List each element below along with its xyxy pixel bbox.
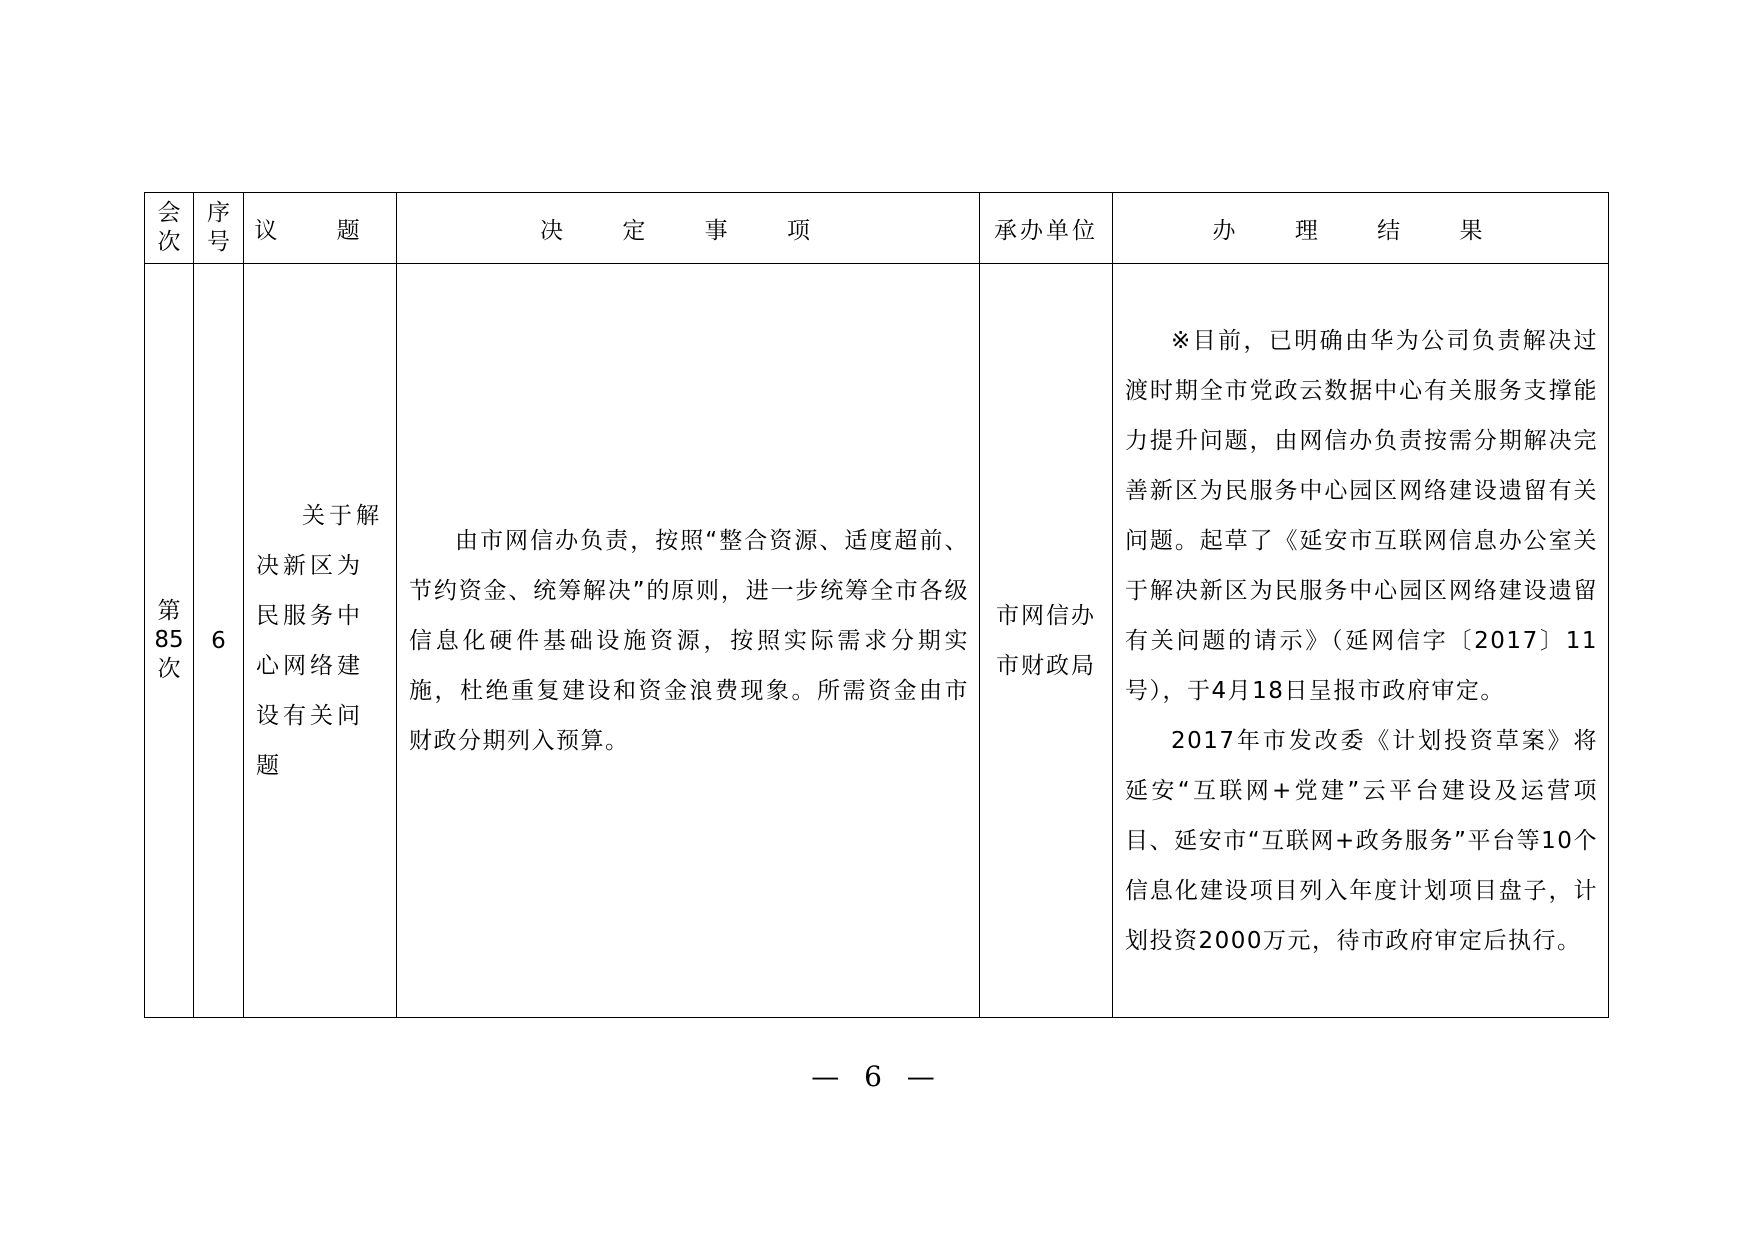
result-paragraph-1: ※目前，已明确由华为公司负责解决过渡时期全市党政云数据中心有关服务支撑能力提升问题，由网信办负责按需分期解决完善新区为民服务中心园区网络建设遗留有关问题。起草了《延安市互联网信息办公室关于解决新区为民服务中心园区网络建设遗留有关问题的请示》（延网信字〔2017〕11号），于4月18日呈报市政府审定。 (1125, 327, 1598, 704)
document-table (144, 192, 1609, 1018)
topic-text: 关于解决新区为民服务中心网络建设有关问题 (256, 502, 383, 779)
header-seq (194, 193, 244, 264)
table-header-row (145, 193, 1609, 264)
header-result: 办 理 结 果 (1113, 193, 1609, 264)
unit-primary: 市网信办 (996, 602, 1096, 629)
header-seq-char-2: 号 (207, 229, 230, 255)
header-seq-char-1: 序 (207, 200, 230, 226)
cell-decision (397, 264, 980, 1018)
cell-session (145, 264, 194, 1018)
header-decision: 决 定 事 项 (397, 193, 980, 264)
cell-unit (980, 264, 1113, 1018)
cell-result (1113, 264, 1609, 1018)
header-session-char-1: 会 (157, 200, 181, 226)
header-session-char-2: 次 (157, 229, 181, 255)
header-unit: 承办单位 (980, 193, 1113, 264)
result-paragraph-2: 2017年市发改委《计划投资草案》将延安“互联网+党建”云平台建设及运营项目、延安市“互联网+政务服务”平台等10个信息化建设项目列入年度计划项目盘子，计划投资2000万元，待市政府审定后执行。 (1125, 727, 1598, 954)
cell-seq: 6 (194, 264, 244, 1018)
cell-topic (244, 264, 397, 1018)
decision-text: 由市网信办负责，按照“整合资源、适度超前、节约资金、统筹解决”的原则，进一步统筹全市各级信息化硬件基础设施资源，按照实际需求分期实施，杜绝重复建设和资金浪费现象。所需资金由市财政分期列入预算。 (409, 527, 969, 754)
unit-secondary: 市财政局 (996, 652, 1096, 679)
table-row (145, 264, 1609, 1018)
session-suffix: 次 (157, 656, 181, 682)
session-number: 85 (154, 627, 184, 653)
header-topic: 议 题 (244, 193, 397, 264)
header-session (145, 193, 194, 264)
session-prefix: 第 (157, 598, 181, 624)
page-number: — 6 — (811, 1060, 943, 1093)
